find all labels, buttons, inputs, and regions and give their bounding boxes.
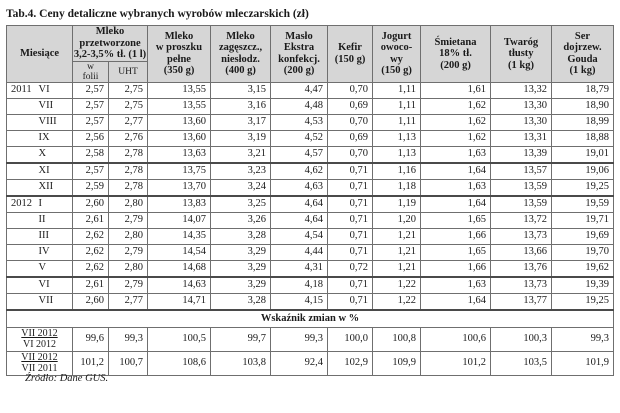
table-cell: 1,62 xyxy=(421,114,491,130)
table-cell: 3,15 xyxy=(211,82,271,98)
row-month: III xyxy=(36,228,73,244)
index-cell: 99,3 xyxy=(552,327,614,351)
header-powder-4: (350 g) xyxy=(163,65,195,77)
table-cell: 13,60 xyxy=(148,130,211,146)
index-label-bottom: VII 2011 xyxy=(21,363,58,374)
header-cream-1: Śmietana xyxy=(434,36,477,48)
table-cell: 18,79 xyxy=(552,82,614,98)
table-cell: 4,44 xyxy=(271,244,328,260)
table-row xyxy=(7,212,614,228)
table-row xyxy=(7,260,614,277)
header-condensed-4: (400 g) xyxy=(225,65,256,77)
table-cell: 4,52 xyxy=(271,130,328,146)
table-cell: 1,13 xyxy=(373,146,421,163)
row-month: VI xyxy=(36,277,73,294)
table-cell: 14,68 xyxy=(148,260,211,277)
table-header xyxy=(7,26,614,83)
table-cell: 13,55 xyxy=(148,82,211,98)
index-cell: 100,5 xyxy=(148,327,211,351)
row-year xyxy=(7,130,36,146)
table-cell: 2,78 xyxy=(109,163,148,180)
table-cell: 2,62 xyxy=(73,228,109,244)
row-month: IX xyxy=(36,130,73,146)
table-cell: 2,78 xyxy=(109,146,148,163)
header-milk-line-3: 3,2-3,5% tł. (1 l) xyxy=(73,49,147,60)
row-month: VII xyxy=(36,98,73,114)
table-cell: 1,63 xyxy=(421,277,491,294)
table-cell: 13,70 xyxy=(148,179,211,196)
row-month: VI xyxy=(36,82,73,98)
table-cell: 2,62 xyxy=(73,244,109,260)
table-cell: 0,72 xyxy=(328,260,373,277)
index-label xyxy=(7,351,73,375)
header-powder-1: Mleko xyxy=(164,30,194,42)
header-foil-2: folii xyxy=(82,71,99,82)
table-cell: 2,56 xyxy=(73,130,109,146)
table-cell: 4,57 xyxy=(271,146,328,163)
table-cell: 1,63 xyxy=(421,146,491,163)
table-cell: 1,21 xyxy=(373,228,421,244)
table-cell: 1,66 xyxy=(421,260,491,277)
row-month: I xyxy=(36,196,73,213)
table-cell: 2,75 xyxy=(109,98,148,114)
table-cell: 0,71 xyxy=(328,196,373,213)
header-butter-2: Ekstra xyxy=(283,42,315,54)
header-powder xyxy=(148,26,211,83)
table-cell: 2,57 xyxy=(73,163,109,180)
table-cell: 13,63 xyxy=(148,146,211,163)
index-cell: 100,6 xyxy=(421,327,491,351)
table-cell: 13,66 xyxy=(491,244,552,260)
row-year xyxy=(7,114,36,130)
table-cell: 1,21 xyxy=(373,260,421,277)
table-cell: 2,62 xyxy=(73,260,109,277)
header-condensed-3: niesłodz. xyxy=(221,53,260,65)
row-year: 2012 xyxy=(7,196,36,213)
index-label-top: VII 2012 xyxy=(21,328,58,339)
header-milk-group xyxy=(73,26,148,62)
table-cell: 1,61 xyxy=(421,82,491,98)
table-cell: 1,63 xyxy=(421,179,491,196)
table-cell: 19,25 xyxy=(552,293,614,310)
header-cheese xyxy=(552,26,614,83)
table-cell: 3,26 xyxy=(211,212,271,228)
header-condensed-2: zagęszcz., xyxy=(218,42,263,54)
table-cell: 3,28 xyxy=(211,293,271,310)
row-year xyxy=(7,244,36,260)
index-row xyxy=(7,351,614,375)
row-year xyxy=(7,228,36,244)
header-yogurt-4: (150 g) xyxy=(381,65,412,77)
header-cream xyxy=(421,26,491,83)
index-cell: 100,0 xyxy=(328,327,373,351)
table-cell: 13,73 xyxy=(491,228,552,244)
index-cell: 101,2 xyxy=(421,351,491,375)
table-cell: 13,59 xyxy=(491,196,552,213)
table-cell: 2,59 xyxy=(73,179,109,196)
header-cottage-2: tłusty xyxy=(508,48,534,59)
table-cell: 0,71 xyxy=(328,277,373,294)
header-condensed-1: Mleko xyxy=(226,30,255,42)
index-label-top: VII 2012 xyxy=(21,352,58,363)
table-row xyxy=(7,277,614,294)
index-label-bottom: VI 2012 xyxy=(22,339,57,350)
index-section-title: Wskaźnik zmian w % xyxy=(7,310,614,328)
table-cell: 0,71 xyxy=(328,163,373,180)
table-cell: 3,21 xyxy=(211,146,271,163)
table-cell: 0,69 xyxy=(328,98,373,114)
table-cell: 2,61 xyxy=(73,212,109,228)
index-cell: 109,9 xyxy=(373,351,421,375)
table-cell: 2,58 xyxy=(73,146,109,163)
table-cell: 19,59 xyxy=(552,196,614,213)
table-cell: 13,83 xyxy=(148,196,211,213)
table-cell: 1,19 xyxy=(373,196,421,213)
table-cell: 13,60 xyxy=(148,114,211,130)
index-cell: 100,8 xyxy=(373,327,421,351)
source-note: Źródło: Dane GUS. xyxy=(25,373,109,384)
table-cell: 13,75 xyxy=(148,163,211,180)
table-cell: 1,62 xyxy=(421,98,491,114)
header-cream-3: (200 g) xyxy=(440,59,471,71)
table-cell: 3,23 xyxy=(211,163,271,180)
index-row xyxy=(7,327,614,351)
header-yogurt-2: owoco- xyxy=(380,42,413,54)
table-cell: 1,64 xyxy=(421,163,491,180)
table-cell: 19,71 xyxy=(552,212,614,228)
header-milk-line-2: przetworzone xyxy=(79,37,141,49)
table-row xyxy=(7,114,614,130)
table-cell: 13,30 xyxy=(491,98,552,114)
table-cell: 13,59 xyxy=(491,179,552,196)
table-cell: 14,63 xyxy=(148,277,211,294)
table-cell: 0,70 xyxy=(328,146,373,163)
table-cell: 3,24 xyxy=(211,179,271,196)
header-cheese-1: Ser xyxy=(574,30,591,42)
index-cell: 102,9 xyxy=(328,351,373,375)
table-cell: 2,57 xyxy=(73,98,109,114)
table-row xyxy=(7,293,614,310)
header-milk-foil xyxy=(73,61,109,82)
table-cell: 14,71 xyxy=(148,293,211,310)
table-cell: 19,01 xyxy=(552,146,614,163)
row-month: V xyxy=(36,260,73,277)
table-cell: 1,66 xyxy=(421,228,491,244)
table-cell: 13,77 xyxy=(491,293,552,310)
header-butter-1: Masło xyxy=(285,30,313,42)
table-cell: 2,76 xyxy=(109,130,148,146)
header-cottage xyxy=(491,26,552,83)
table-cell: 0,71 xyxy=(328,293,373,310)
table-cell: 1,20 xyxy=(373,212,421,228)
row-year: 2011 xyxy=(7,82,36,98)
header-months: Miesiące xyxy=(7,26,73,83)
table-cell: 4,53 xyxy=(271,114,328,130)
table-cell: 13,57 xyxy=(491,163,552,180)
table-row xyxy=(7,130,614,146)
header-milk-line-1: Mleko xyxy=(95,26,125,37)
table-cell: 19,39 xyxy=(552,277,614,294)
table-cell: 13,31 xyxy=(491,130,552,146)
price-table xyxy=(6,25,614,376)
header-kefir-2: (150 g) xyxy=(334,53,366,65)
row-month: XII xyxy=(36,179,73,196)
table-cell: 1,64 xyxy=(421,293,491,310)
header-butter-4: (200 g) xyxy=(283,65,315,77)
table-cell: 1,21 xyxy=(373,244,421,260)
table-cell: 0,70 xyxy=(328,114,373,130)
table-cell: 4,62 xyxy=(271,163,328,180)
table-cell: 2,61 xyxy=(73,277,109,294)
table-cell: 0,71 xyxy=(328,179,373,196)
index-cell: 92,4 xyxy=(271,351,328,375)
row-year xyxy=(7,260,36,277)
table-cell: 14,54 xyxy=(148,244,211,260)
table-cell: 14,07 xyxy=(148,212,211,228)
table-cell: 3,29 xyxy=(211,260,271,277)
index-cell: 101,9 xyxy=(552,351,614,375)
table-cell: 2,57 xyxy=(73,82,109,98)
table-cell: 0,69 xyxy=(328,130,373,146)
table-cell: 1,65 xyxy=(421,212,491,228)
header-cottage-1: Twaróg xyxy=(503,36,539,48)
table-cell: 13,32 xyxy=(491,82,552,98)
table-cell: 1,11 xyxy=(373,82,421,98)
table-cell: 2,79 xyxy=(109,212,148,228)
table-cell: 1,18 xyxy=(373,179,421,196)
table-row xyxy=(7,244,614,260)
table-row xyxy=(7,163,614,180)
index-cell: 99,7 xyxy=(211,327,271,351)
table-cell: 4,47 xyxy=(271,82,328,98)
table-cell: 4,15 xyxy=(271,293,328,310)
table-row xyxy=(7,98,614,114)
table-cell: 19,62 xyxy=(552,260,614,277)
row-month: XI xyxy=(36,163,73,180)
header-kefir xyxy=(328,26,373,83)
table-row xyxy=(7,82,614,98)
header-butter-3: konfekcj. xyxy=(278,53,320,65)
table-row xyxy=(7,228,614,244)
index-cell: 101,2 xyxy=(73,351,109,375)
index-cell: 99,3 xyxy=(109,327,148,351)
row-month: II xyxy=(36,212,73,228)
table-cell: 4,64 xyxy=(271,212,328,228)
table-cell: 4,64 xyxy=(271,196,328,213)
header-powder-3: pełne xyxy=(167,53,191,65)
header-condensed xyxy=(211,26,271,83)
table-cell: 2,80 xyxy=(109,228,148,244)
row-month: X xyxy=(36,146,73,163)
table-cell: 13,39 xyxy=(491,146,552,163)
header-yogurt xyxy=(373,26,421,83)
row-year xyxy=(7,146,36,163)
table-body xyxy=(7,82,614,375)
table-cell: 13,30 xyxy=(491,114,552,130)
row-year xyxy=(7,98,36,114)
table-cell: 2,60 xyxy=(73,293,109,310)
table-cell: 0,71 xyxy=(328,228,373,244)
row-year xyxy=(7,212,36,228)
table-cell: 1,22 xyxy=(373,293,421,310)
row-year xyxy=(7,163,36,180)
table-cell: 14,35 xyxy=(148,228,211,244)
table-cell: 3,29 xyxy=(211,277,271,294)
table-cell: 1,13 xyxy=(373,130,421,146)
table-cell: 2,60 xyxy=(73,196,109,213)
table-cell: 4,18 xyxy=(271,277,328,294)
table-cell: 2,80 xyxy=(109,260,148,277)
table-cell: 2,57 xyxy=(73,114,109,130)
index-cell: 100,7 xyxy=(109,351,148,375)
table-cell: 2,75 xyxy=(109,82,148,98)
header-cheese-2: dojrzew. xyxy=(563,42,602,54)
table-cell: 2,80 xyxy=(109,196,148,213)
table-cell: 3,19 xyxy=(211,130,271,146)
header-yogurt-3: wy xyxy=(390,53,403,65)
table-cell: 3,29 xyxy=(211,244,271,260)
index-cell: 103,8 xyxy=(211,351,271,375)
table-cell: 18,99 xyxy=(552,114,614,130)
row-year xyxy=(7,179,36,196)
header-foil-1: w xyxy=(87,61,94,72)
table-cell: 4,31 xyxy=(271,260,328,277)
index-label xyxy=(7,327,73,351)
index-section-row xyxy=(7,310,614,328)
table-cell: 13,76 xyxy=(491,260,552,277)
header-powder-2: w proszku xyxy=(155,42,203,54)
table-cell: 19,70 xyxy=(552,244,614,260)
table-cell: 0,71 xyxy=(328,212,373,228)
header-cream-2: 18% tł. xyxy=(439,48,472,59)
row-month: VII xyxy=(36,293,73,310)
table-cell: 13,73 xyxy=(491,277,552,294)
table-cell: 2,77 xyxy=(109,293,148,310)
table-cell: 19,69 xyxy=(552,228,614,244)
header-kefir-1: Kefir xyxy=(338,42,362,54)
header-cheese-4: (1 kg) xyxy=(569,65,596,77)
table-cell: 3,25 xyxy=(211,196,271,213)
row-year xyxy=(7,293,36,310)
table-cell: 1,11 xyxy=(373,98,421,114)
table-cell: 3,16 xyxy=(211,98,271,114)
table-cell: 18,88 xyxy=(552,130,614,146)
table-cell: 1,16 xyxy=(373,163,421,180)
row-month: VIII xyxy=(36,114,73,130)
table-cell: 13,55 xyxy=(148,98,211,114)
index-cell: 99,3 xyxy=(271,327,328,351)
index-cell: 103,5 xyxy=(491,351,552,375)
header-milk-uht: UHT xyxy=(109,61,148,82)
table-cell: 19,06 xyxy=(552,163,614,180)
table-cell: 0,70 xyxy=(328,82,373,98)
table-cell: 0,71 xyxy=(328,244,373,260)
table-cell: 1,64 xyxy=(421,196,491,213)
table-cell: 3,17 xyxy=(211,114,271,130)
table-cell: 4,48 xyxy=(271,98,328,114)
header-butter xyxy=(271,26,328,83)
table-cell: 1,11 xyxy=(373,114,421,130)
header-cottage-3: (1 kg) xyxy=(508,59,534,71)
table-cell: 3,28 xyxy=(211,228,271,244)
table-cell: 2,77 xyxy=(109,114,148,130)
table-row xyxy=(7,179,614,196)
table-cell: 2,78 xyxy=(109,179,148,196)
table-row xyxy=(7,146,614,163)
table-cell: 2,79 xyxy=(109,244,148,260)
index-cell: 100,3 xyxy=(491,327,552,351)
index-cell: 108,6 xyxy=(148,351,211,375)
table-cell: 4,54 xyxy=(271,228,328,244)
table-cell: 4,63 xyxy=(271,179,328,196)
table-cell: 2,79 xyxy=(109,277,148,294)
table-cell: 13,72 xyxy=(491,212,552,228)
table-cell: 19,25 xyxy=(552,179,614,196)
table-cell: 1,62 xyxy=(421,130,491,146)
table-cell: 1,65 xyxy=(421,244,491,260)
table-cell: 1,22 xyxy=(373,277,421,294)
row-year xyxy=(7,277,36,294)
table-cell: 18,90 xyxy=(552,98,614,114)
header-cheese-3: Gouda xyxy=(567,53,598,65)
index-cell: 99,6 xyxy=(73,327,109,351)
table-row xyxy=(7,196,614,213)
header-yogurt-1: Jogurt xyxy=(381,30,412,42)
row-month: IV xyxy=(36,244,73,260)
table-title: Tab.4. Ceny detaliczne wybranych wyrobów mleczarskich (zł) xyxy=(6,8,309,20)
